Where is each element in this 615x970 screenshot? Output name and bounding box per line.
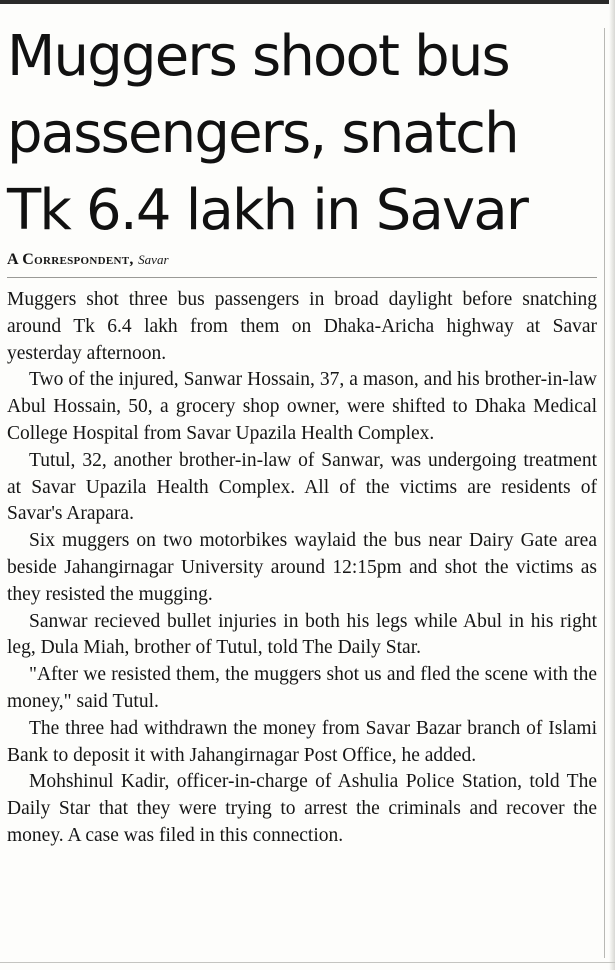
top-rule	[0, 0, 615, 4]
byline-author: A Correspondent,	[7, 251, 134, 268]
article-paragraph: Two of the injured, Sanwar Hossain, 37, a mason, and his brother-in-law Abul Hossain, 50, a grocery shop owner, were shifted to Dhaka Medical College Hospital from Savar Upazila Health Complex.	[7, 369, 597, 444]
article-paragraph: Sanwar recieved bullet injuries in both his legs while Abul in his right leg, Dula Miah, brother of Tutul, told The Daily Star.	[7, 610, 597, 659]
byline	[7, 251, 597, 278]
article-paragraph: Muggers shot three bus passengers in broad daylight before snatching around Tk 6.4 lakh from them on Dhaka-Aricha highway at Savar yesterday afternoon.	[7, 289, 597, 364]
page-edge	[609, 0, 615, 970]
article-paragraph: "After we resisted them, the muggers shot us and fled the scene with the money," said Tutul.	[7, 664, 597, 712]
headline-line: Tk 6.4 lakh in Savar	[7, 178, 528, 243]
headline	[7, 18, 597, 249]
byline-location: Savar	[138, 252, 169, 267]
article-paragraph: The three had withdrawn the money from Savar Bazar branch of Islami Bank to deposit it with Jahangirnagar Post Office, he added.	[7, 717, 597, 766]
news-article	[7, 18, 597, 850]
article-body	[7, 287, 597, 850]
headline-line: Muggers shoot bus	[7, 24, 509, 89]
article-paragraph: Tutul, 32, another brother-in-law of Sanwar, was undergoing treatment at Savar Upazila Health Complex. All of the victims are residents of Savar's Arapara.	[7, 449, 597, 525]
column-rule	[604, 28, 605, 958]
headline-line: passengers, snatch	[7, 101, 518, 166]
article-paragraph: Six muggers on two motorbikes waylaid the bus near Dairy Gate area beside Jahangirnagar University around 12:15pm and shot the victims as they resisted the mugging.	[7, 530, 597, 605]
bottom-rule	[0, 962, 615, 963]
article-paragraph: Mohshinul Kadir, officer-in-charge of Ashulia Police Station, told The Daily Star that they were trying to arrest the criminals and recover the money. A case was filed in this connection.	[7, 771, 597, 846]
